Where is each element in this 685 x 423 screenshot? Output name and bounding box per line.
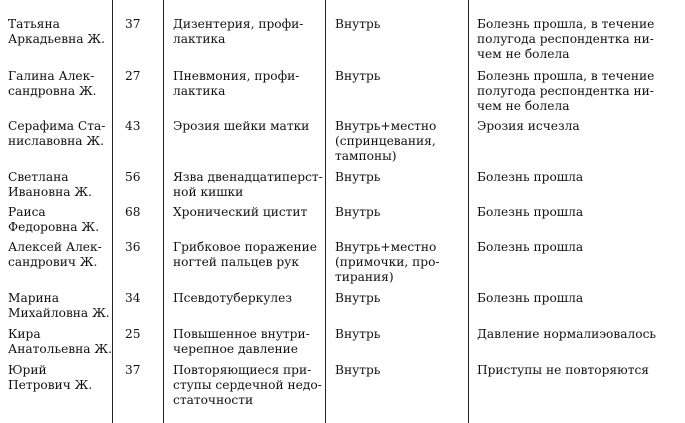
patient-age: 43 bbox=[125, 119, 141, 133]
patient-name: Раиса Федоровна Ж. bbox=[8, 205, 100, 234]
patient-age: 34 bbox=[125, 291, 141, 305]
diagnosis: Повышенное внутри- черепное давление bbox=[173, 327, 310, 356]
patient-name: Алексей Алек- сандрович Ж. bbox=[8, 240, 102, 269]
patient-name: Светлана Ивановна Ж. bbox=[8, 170, 92, 199]
patient-age: 68 bbox=[125, 205, 141, 219]
diagnosis: Пневмония, профи- лактика bbox=[173, 69, 300, 98]
application-method: Внутрь bbox=[335, 170, 381, 184]
diagnosis: Язва двенадцатиперст- ной кишки bbox=[173, 170, 323, 199]
application-method: Внутрь bbox=[335, 327, 381, 341]
patient-name: Кира Анатольевна Ж. bbox=[8, 327, 112, 356]
treatment-result: Болезнь прошла, в течение полугода респондентка ни- чем не болела bbox=[477, 17, 655, 61]
patient-name: Галина Алек- сандровна Ж. bbox=[8, 69, 97, 98]
patient-age: 37 bbox=[125, 363, 141, 377]
application-method: Внутрь bbox=[335, 291, 381, 305]
column-divider bbox=[163, 0, 164, 423]
treatment-result: Болезнь прошла bbox=[477, 170, 584, 184]
patient-name: Серафима Ста- ниславовна Ж. bbox=[8, 119, 106, 148]
application-method: Внутрь+местно (спринцевания, тампоны) bbox=[335, 119, 437, 163]
patient-name: Татьяна Аркадьевна Ж. bbox=[8, 17, 105, 46]
diagnosis: Дизентерия, профи- лактика bbox=[173, 17, 304, 46]
application-method: Внутрь bbox=[335, 69, 381, 83]
patient-name: Марина Михайловна Ж. bbox=[8, 291, 110, 320]
patient-age: 25 bbox=[125, 327, 141, 341]
patient-age: 36 bbox=[125, 240, 141, 254]
treatment-result: Болезнь прошла, в течение полугода респондентка ни- чем не болела bbox=[477, 69, 655, 113]
application-method: Внутрь+местно (примочки, про- тирания) bbox=[335, 240, 440, 284]
treatment-result: Болезнь прошла bbox=[477, 205, 584, 219]
application-method: Внутрь bbox=[335, 17, 381, 31]
application-method: Внутрь bbox=[335, 363, 381, 377]
treatment-result: Болезнь прошла bbox=[477, 291, 584, 305]
treatment-result: Приступы не повторяются bbox=[477, 363, 649, 377]
patient-age: 37 bbox=[125, 17, 141, 31]
treatment-result: Болезнь прошла bbox=[477, 240, 584, 254]
treatment-result: Эрозия исчезла bbox=[477, 119, 580, 133]
patient-name: Юрий Петрович Ж. bbox=[8, 363, 93, 392]
diagnosis: Хронический цистит bbox=[173, 205, 308, 219]
application-method: Внутрь bbox=[335, 205, 381, 219]
diagnosis: Эрозия шейки матки bbox=[173, 119, 310, 133]
diagnosis: Псевдотуберкулез bbox=[173, 291, 293, 305]
diagnosis: Повторяющиеся при- ступы сердечной недо- статочности bbox=[173, 363, 322, 407]
patient-age: 27 bbox=[125, 69, 141, 83]
patient-age: 56 bbox=[125, 170, 141, 184]
column-divider bbox=[468, 0, 469, 423]
treatment-result: Давление нормалиэовалось bbox=[477, 327, 657, 341]
column-divider bbox=[112, 0, 113, 423]
diagnosis: Грибковое поражение ногтей пальцев рук bbox=[173, 240, 317, 269]
